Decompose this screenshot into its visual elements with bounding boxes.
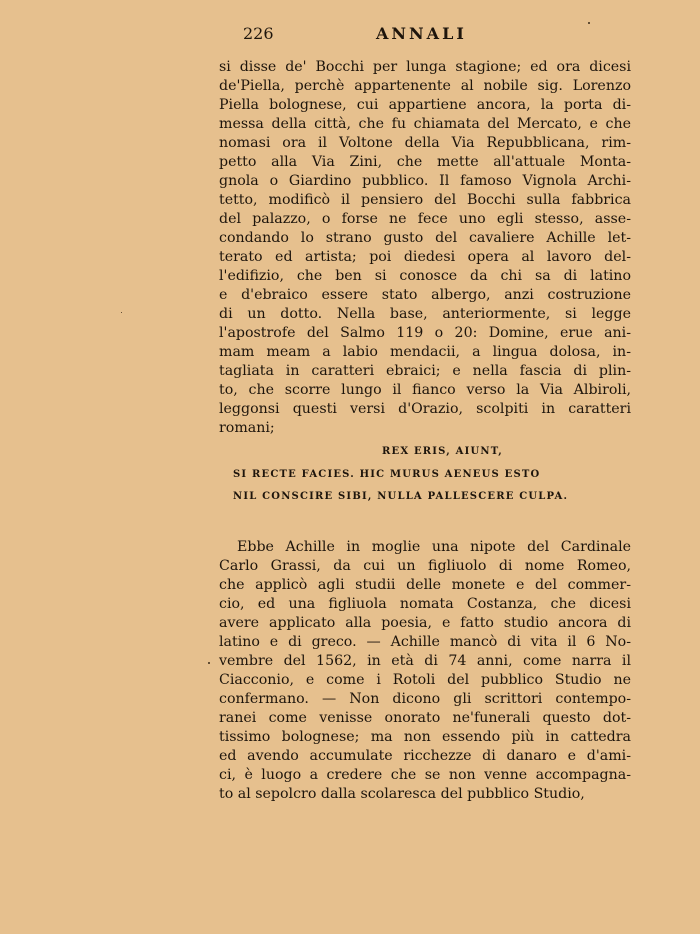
verse-line: REX ERIS, AIUNT, bbox=[382, 446, 503, 457]
text-line: latino e di greco. — Achille mancò di vita il 6 No- bbox=[219, 634, 631, 650]
text-line: petto alla Via Zini, che mette all'attuale Monta- bbox=[219, 154, 631, 170]
text-line: Ciacconio, e come i Rotoli del pubblico Studio ne bbox=[219, 672, 631, 688]
ink-speck bbox=[121, 312, 122, 313]
text-line: ranei come venisse onorato ne'funerali questo dot- bbox=[219, 710, 631, 726]
ink-speck bbox=[588, 22, 590, 24]
text-line: leggonsi questi versi d'Orazio, scolpiti in caratteri bbox=[219, 401, 631, 417]
text-line: to, che scorre lungo il fianco verso la Via Albiroli, bbox=[219, 382, 631, 398]
text-line: ed avendo accumulate ricchezze di danaro e d'ami- bbox=[219, 748, 631, 764]
text-line: messa della città, che fu chiamata del Mercato, e che bbox=[219, 116, 631, 132]
text-line: confermano. — Non dicono gli scrittori contempo- bbox=[219, 691, 631, 707]
text-line: to al sepolcro dalla scolaresca del pubblico Studio, bbox=[219, 786, 585, 802]
text-line: tetto, modificò il pensiero del Bocchi sulla fabbrica bbox=[219, 192, 631, 208]
text-line: vembre del 1562, in età di 74 anni, come narra il bbox=[219, 653, 631, 669]
text-line: nomasi ora il Voltone della Via Repubblicana, rim- bbox=[219, 135, 631, 151]
text-line: Piella bolognese, cui appartiene ancora, la porta di- bbox=[219, 97, 631, 113]
text-line: tissimo bolognese; ma non essendo più in cattedra bbox=[219, 729, 631, 745]
text-line: del palazzo, o forse ne fece uno egli stesso, asse- bbox=[219, 211, 631, 227]
ink-speck bbox=[208, 662, 210, 664]
text-line: romani; bbox=[219, 420, 275, 436]
text-line: cio, ed una figliuola nomata Costanza, che dicesi bbox=[219, 596, 631, 612]
text-line: l'edifizio, che ben si conosce da chi sa di latino bbox=[219, 268, 631, 284]
text-line: avere applicato alla poesia, e fatto studio ancora di bbox=[219, 615, 631, 631]
verse-line: NIL CONSCIRE SIBI, NULLA PALLESCERE CULPA. bbox=[233, 491, 569, 502]
text-line: condando lo strano gusto del cavaliere Achille let- bbox=[219, 230, 631, 246]
text-line: ci, è luogo a credere che se non venne accompagna- bbox=[219, 767, 631, 783]
text-line: gnola o Giardino pubblico. Il famoso Vignola Archi- bbox=[219, 173, 631, 189]
running-head: ANNALI bbox=[376, 24, 467, 43]
text-line: tagliata in caratteri ebraici; e nella fascia di plin- bbox=[219, 363, 631, 379]
text-line: de'Piella, perchè appartenente al nobile sig. Lorenzo bbox=[219, 78, 631, 94]
page-number: 226 bbox=[243, 24, 274, 43]
text-line: e d'ebraico essere stato albergo, anzi costruzione bbox=[219, 287, 631, 303]
text-line: Ebbe Achille in moglie una nipote del Cardinale bbox=[237, 539, 631, 555]
text-line: di un dotto. Nella base, anteriormente, si legge bbox=[219, 306, 631, 322]
text-line: si disse de' Bocchi per lunga stagione; ed ora dicesi bbox=[219, 59, 631, 75]
text-line: terato ed artista; poi diedesi opera al lavoro del- bbox=[219, 249, 631, 265]
verse-line: SI RECTE FACIES. HIC MURUS AENEUS ESTO bbox=[233, 469, 541, 480]
text-line: che applicò agli studii delle monete e del commer- bbox=[219, 577, 631, 593]
text-line: Carlo Grassi, da cui un figliuolo di nome Romeo, bbox=[219, 558, 631, 574]
text-line: l'apostrofe del Salmo 119 o 20: Domine, erue ani- bbox=[219, 325, 631, 341]
text-line: mam meam a labio mendacii, a lingua dolosa, in- bbox=[219, 344, 631, 360]
